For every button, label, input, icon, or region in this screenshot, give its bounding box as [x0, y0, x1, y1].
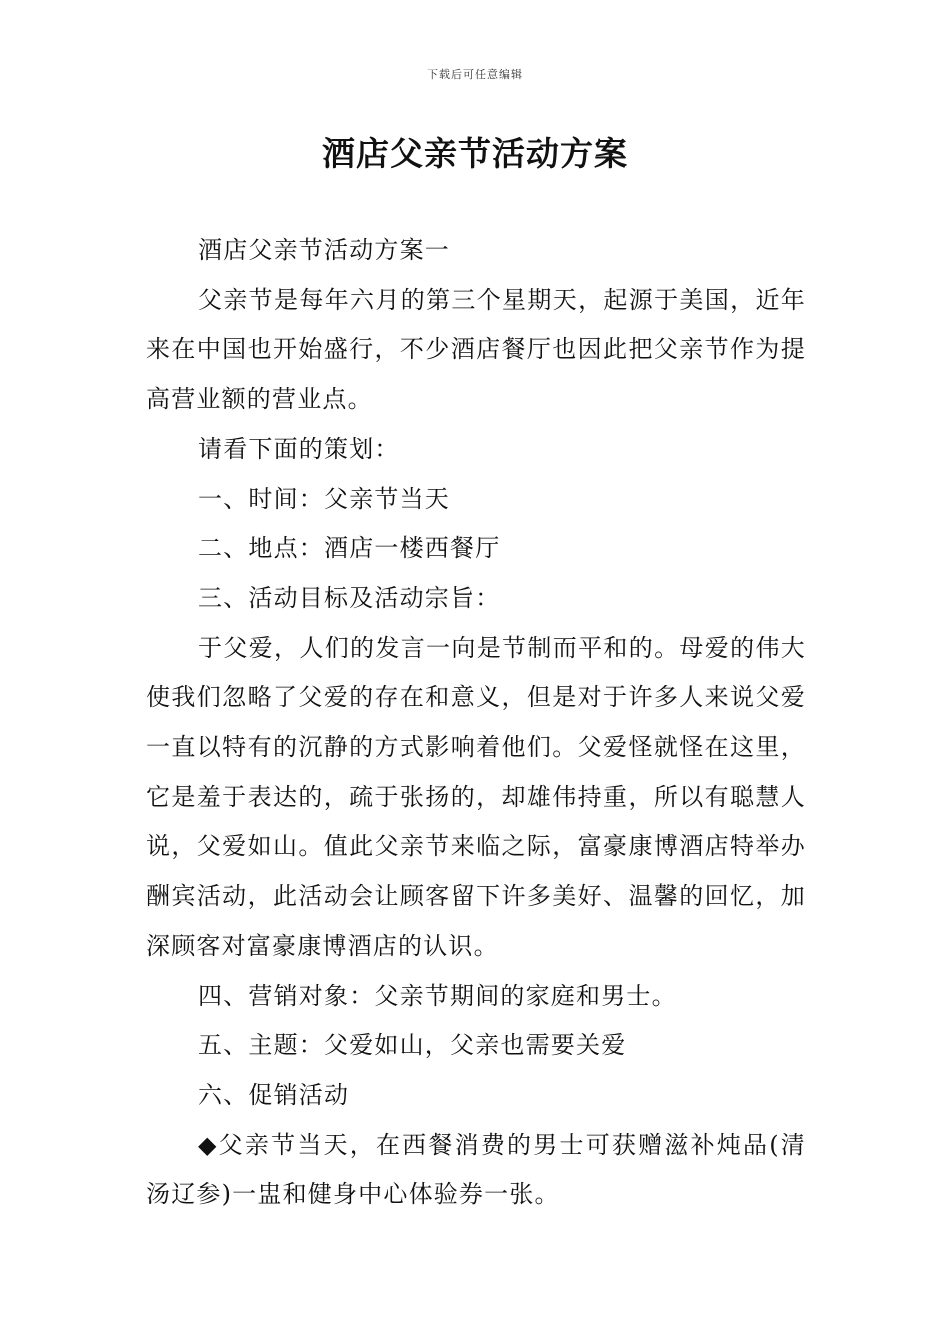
paragraph-time: 一、时间：父亲节当天 — [198, 484, 450, 513]
paragraph-goals-body: 于父爱，人们的发言一向是节制而平和的。母爱的伟大使我们忽略了父爱的存在和意义，但是对于许多人来说父爱一直以特有的沉静的方式影响着他们。父爱怪就怪在这里，它是羞于表达的，疏于张扬的，却雄伟持重，所以有聪慧人说，父爱如山。值此父亲节来临之际，富豪康博酒店特举办酬宾活动，此活动会让顾客留下许多美好、温馨的回忆，加深顾客对富豪康博酒店的认识。 — [146, 633, 806, 960]
paragraph-intro: 父亲节是每年六月的第三个星期天，起源于美国，近年来在中国也开始盛行，不少酒店餐厅也因此把父亲节作为提高营业额的营业点。 — [146, 285, 806, 414]
document-title: 酒店父亲节活动方案 — [322, 134, 628, 173]
paragraph-promotion-heading: 六、促销活动 — [198, 1080, 350, 1109]
paragraph-location: 二、地点：酒店一楼西餐厅 — [198, 534, 501, 563]
header-note: 下载后可任意编辑 — [427, 68, 523, 81]
document-body — [146, 226, 806, 1220]
paragraph-plan-lead: 请看下面的策划： — [198, 434, 400, 463]
paragraph-theme: 五、主题：父爱如山，父亲也需要关爱 — [198, 1031, 627, 1060]
paragraph-promotion-item: ◆父亲节当天，在西餐消费的男士可获赠滋补炖品(清汤辽参)一盅和健身中心体验券一张。 — [146, 1130, 806, 1209]
paragraph-subtitle: 酒店父亲节活动方案一 — [198, 236, 450, 264]
paragraph-goals-heading: 三、活动目标及活动宗旨： — [198, 583, 501, 612]
paragraph-target: 四、营销对象：父亲节期间的家庭和男士。 — [198, 981, 677, 1010]
